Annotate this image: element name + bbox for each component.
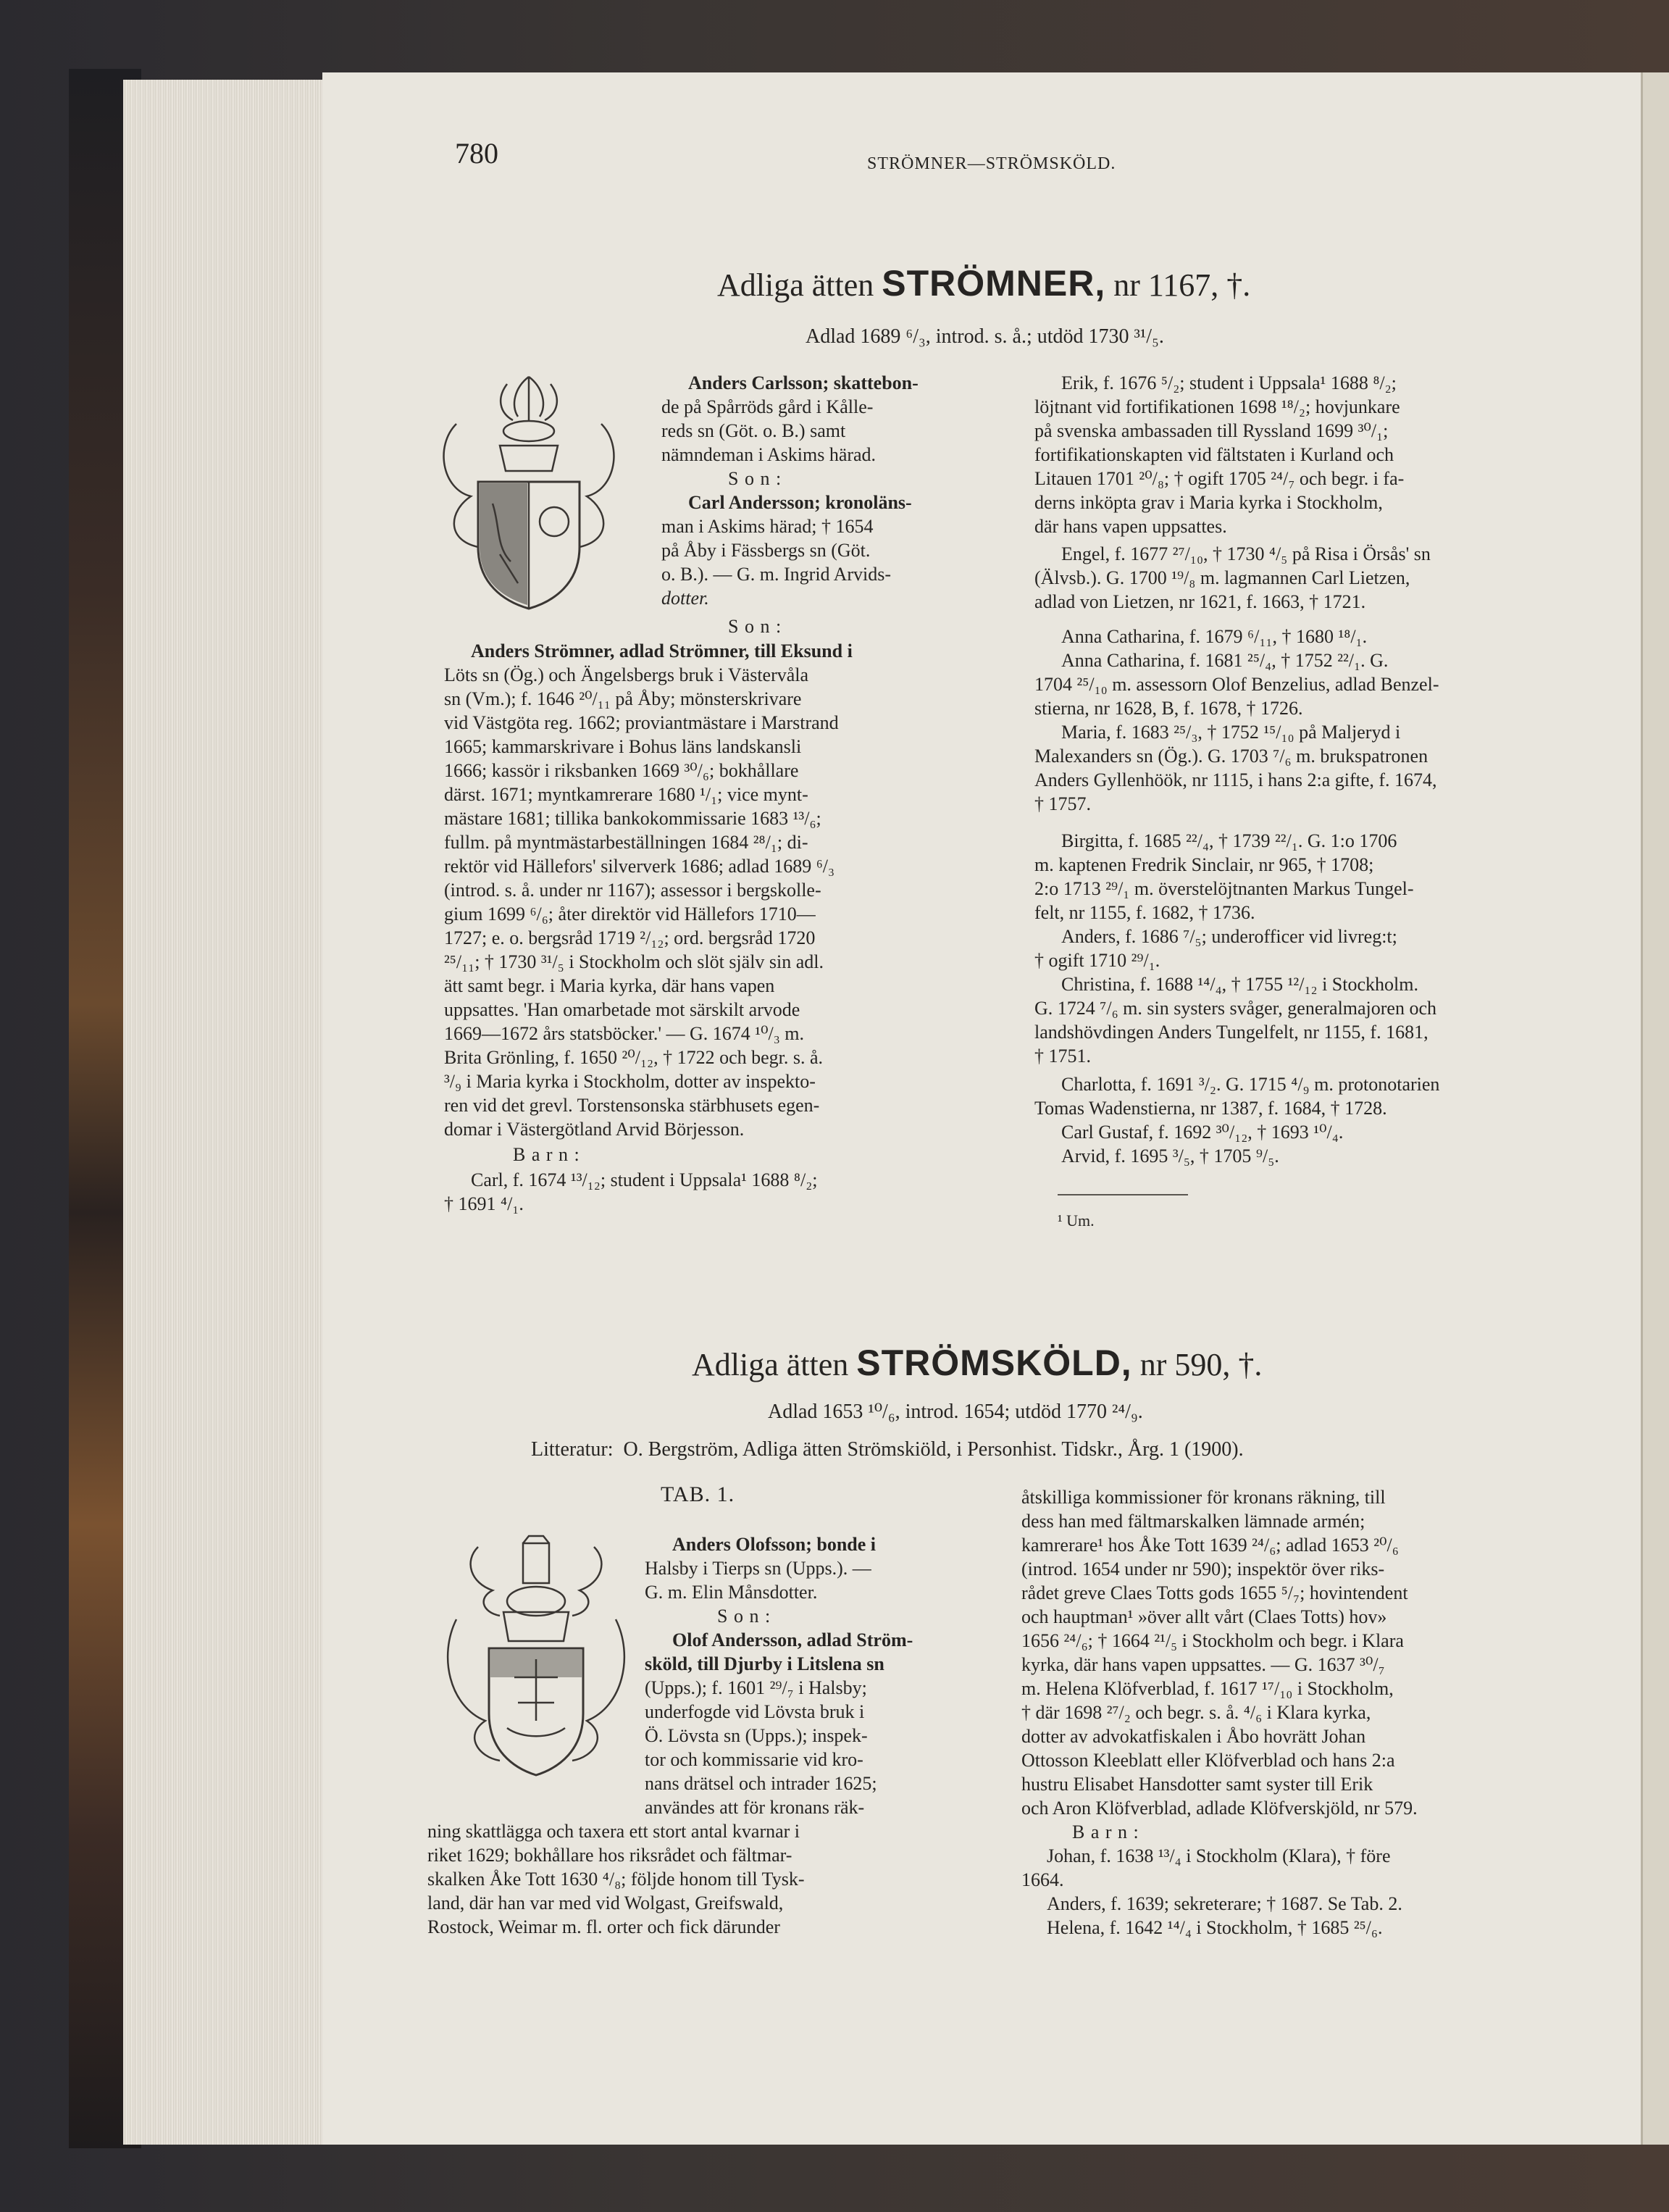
s1-left-line-3: nämndeman i Askims härad. bbox=[661, 444, 877, 465]
s2-left-line-5 bbox=[645, 1652, 884, 1676]
s1-right-line-18: Birgitta, f. 1685 ²²/₄, † 1739 ²²/₁. G. 1:o 1706 bbox=[1061, 830, 1397, 851]
tab-label: TAB. 1. bbox=[661, 1482, 735, 1506]
s2-left-line-13: riket 1629; bokhållare hos riksrådet och fältmar- bbox=[427, 1845, 792, 1866]
s1-left-line-6: man i Askims härad; † 1654 bbox=[661, 516, 874, 537]
s2-right-line-18: Helena, f. 1642 ¹⁴/₄ i Stockholm, † 1685 ²⁵/₆. bbox=[1047, 1917, 1383, 1938]
s1-right-line-13: stierna, nr 1628, B, f. 1678, † 1726. bbox=[1034, 698, 1303, 719]
s1-right-line-8: (Älvsb.). G. 1700 ¹⁹/₈ m. lagmannen Carl Lietzen, bbox=[1034, 567, 1410, 588]
s2-right-line-8: m. Helena Klöfverblad, f. 1617 ¹⁷/₁₀ i Stockholm, bbox=[1021, 1678, 1394, 1699]
s1-left-line-7: på Åby i Fässbergs sn (Göt. bbox=[661, 540, 871, 561]
s1-right-line-2: på svenska ambassaden till Ryssland 1699 ³⁰/₁; bbox=[1034, 420, 1389, 441]
s1-left-text-0: Anders Carlsson; skattebon- bbox=[688, 372, 919, 393]
next-page-edge bbox=[1641, 72, 1669, 2145]
s1-left-line-26: uppsattes. 'Han omarbetade mot särskilt arvode bbox=[444, 999, 800, 1020]
s2-left-line-7: underfogde vid Lövsta bruk i bbox=[645, 1701, 865, 1722]
s1-right-line-3: fortifikationskapten vid fältstaten i Kurland och bbox=[1034, 444, 1394, 465]
section1-heading-prefix: Adliga ätten bbox=[717, 267, 882, 303]
s1-right-line-25: G. 1724 ⁷/₆ m. sin systers svåger, generalmajoren och bbox=[1034, 998, 1437, 1019]
s1-right-line-20: 2:o 1713 ²⁹/₁ m. överstelöjtnanten Markus Tungel- bbox=[1034, 878, 1414, 899]
s1-left-line-23: 1727; e. o. bergsråd 1719 ²/₁₂; ord. bergsråd 1720 bbox=[444, 927, 816, 948]
s2-left-line-14: skalken Åke Tott 1630 ⁴/₈; följde honom till Tysk- bbox=[427, 1869, 805, 1890]
s1-right-line-9: adlad von Lietzen, nr 1621, f. 1663, † 1721. bbox=[1034, 591, 1366, 612]
s2-left-line-2: G. m. Elin Månsdotter. bbox=[645, 1582, 818, 1603]
s1-left-line-29: ³/₉ i Maria kyrka i Stockholm, dotter av inspekto- bbox=[444, 1071, 816, 1092]
section2-heading-prefix: Adliga ätten bbox=[692, 1347, 857, 1382]
s2-left-line-12: ning skattlägga och taxera ett stort antal kvarnar i bbox=[427, 1821, 800, 1842]
s1-right-line-7: Engel, f. 1677 ²⁷/₁₀, † 1730 ⁴/₅ på Risa i Örsås' sn bbox=[1061, 543, 1431, 564]
s1-left-line-21: (introd. s. å. under nr 1167); assessor i bergskolle- bbox=[444, 880, 821, 901]
section2-literature: Litteratur: O. Bergström, Adliga ätten Strömskiöld, i Personhist. Tidskr., Årg. 1 (1900). bbox=[531, 1438, 1244, 1461]
s1-right-line-6: där hans vapen uppsattes. bbox=[1034, 516, 1227, 537]
s2-left-text-5: sköld, till Djurby i Litslena sn bbox=[645, 1653, 884, 1674]
s1-left-line-27: 1669—1672 års statsböcker.' — G. 1674 ¹⁰/₃ m. bbox=[444, 1023, 805, 1044]
footnote: ¹ Um. bbox=[1058, 1211, 1095, 1230]
s1-left-line-2: reds sn (Göt. o. B.) samt bbox=[661, 420, 846, 441]
s1-left-line-16: 1666; kassör i riksbanken 1669 ³⁰/₆; bokhållare bbox=[444, 760, 799, 781]
s2-left-line-15: land, där han var med vid Wolgast, Greifswald, bbox=[427, 1892, 784, 1913]
s2-right-line-16: 1664. bbox=[1021, 1869, 1064, 1890]
s1-left-line-32: B a r n : bbox=[513, 1144, 580, 1165]
s1-right-line-22: Anders, f. 1686 ⁷/₅; underofficer vid livreg:t; bbox=[1061, 926, 1397, 947]
section1-subtitle: Adlad 1689 ⁶/₃, introd. s. å.; utdöd 1730 ³¹/₅. bbox=[806, 325, 1164, 348]
s1-right-line-29: Tomas Wadenstierna, nr 1387, f. 1684, † 1728. bbox=[1034, 1098, 1387, 1119]
s2-right-line-14: B a r n : bbox=[1072, 1821, 1139, 1842]
s2-right-line-6: 1656 ²⁴/₆; † 1664 ²¹/₅ i Stockholm och begr. i Klara bbox=[1021, 1630, 1404, 1651]
s1-left-line-9: dotter. bbox=[661, 588, 709, 609]
s1-left-line-10: S o n : bbox=[728, 616, 782, 637]
s1-left-line-24: ²⁵/₁₁; † 1730 ³¹/₅ i Stockholm och slöt själv sin adl. bbox=[444, 951, 824, 972]
page-number: 780 bbox=[455, 137, 498, 170]
s2-left-line-1: Halsby i Tierps sn (Upps.). — bbox=[645, 1558, 871, 1579]
s2-left-line-8: Ö. Lövsta sn (Upps.); inspek- bbox=[645, 1725, 868, 1746]
s2-left-line-4 bbox=[672, 1628, 913, 1652]
s1-left-text-11: Anders Strömner, adlad Strömner, till Eksund i bbox=[471, 640, 853, 661]
s1-right-line-4: Litauen 1701 ²⁰/₈; † ogift 1705 ²⁴/₇ och begr. i fa- bbox=[1034, 468, 1405, 489]
s2-left-line-16: Rostock, Weimar m. fl. orter och fick därunder bbox=[427, 1916, 780, 1937]
s2-left-text-0: Anders Olofsson; bonde i bbox=[672, 1534, 876, 1555]
s1-right-line-1: löjtnant vid fortifikationen 1698 ¹⁸/₂; hovjunkare bbox=[1034, 396, 1400, 417]
s1-right-line-30: Carl Gustaf, f. 1692 ³⁰/₁₂, † 1693 ¹⁰/₄. bbox=[1061, 1122, 1344, 1143]
running-title: STRÖMNER—STRÖMSKÖLD. bbox=[867, 154, 1116, 173]
s2-right-line-3: (introd. 1654 under nr 590); inspektör över riks- bbox=[1021, 1558, 1385, 1579]
s1-right-line-10: Anna Catharina, f. 1679 ⁶/₁₁, † 1680 ¹⁸/₁. bbox=[1061, 626, 1368, 647]
s1-left-line-18: mästare 1681; tillika bankokommissarie 1683 ¹³/₆; bbox=[444, 808, 821, 829]
s2-right-line-2: kamrerare¹ hos Åke Tott 1639 ²⁴/₆; adlad 1653 ²⁰/₆ bbox=[1021, 1535, 1399, 1556]
s1-right-line-23: † ogift 1710 ²⁹/₁. bbox=[1034, 950, 1160, 971]
s1-left-text-5: Carl Andersson; kronoläns- bbox=[688, 492, 912, 513]
s1-left-line-22: gium 1699 ⁶/₆; åter direktör vid Hällefors 1710— bbox=[444, 903, 816, 925]
s1-left-line-25: ätt samt begr. i Maria kyrka, där hans vapen bbox=[444, 975, 775, 996]
s2-right-line-4: rådet greve Claes Totts gods 1655 ⁵/₇; hovintendent bbox=[1021, 1582, 1408, 1603]
s1-left-line-12: Löts sn (Ög.) och Ängelsbergs bruk i Västervåla bbox=[444, 664, 809, 685]
s2-right-line-7: kyrka, där hans vapen uppsattes. — G. 1637 ³⁰/₇ bbox=[1021, 1654, 1385, 1675]
s2-right-line-12: hustru Elisabet Hansdotter samt syster till Erik bbox=[1021, 1774, 1373, 1795]
s1-right-line-27: † 1751. bbox=[1034, 1046, 1091, 1067]
s1-right-line-21: felt, nr 1155, f. 1682, † 1736. bbox=[1034, 902, 1255, 923]
s1-left-line-28: Brita Grönling, f. 1650 ²⁰/₁₂, † 1722 och begr. s. å. bbox=[444, 1047, 824, 1068]
section1-heading-suffix: nr 1167, †. bbox=[1105, 267, 1251, 303]
s1-right-line-17: † 1757. bbox=[1034, 793, 1091, 814]
s1-right-line-5: derns inköpta grav i Maria kyrka i Stockholm, bbox=[1034, 492, 1383, 513]
s1-right-line-11: Anna Catharina, f. 1681 ²⁵/₄, † 1752 ²²/₁. G. bbox=[1061, 650, 1389, 671]
s1-right-line-16: Anders Gyllenhöök, nr 1115, i hans 2:a gifte, f. 1674, bbox=[1034, 769, 1437, 790]
s2-right-line-15: Johan, f. 1638 ¹³/₄ i Stockholm (Klara), † före bbox=[1047, 1845, 1391, 1866]
coat-of-arms-stromner-icon bbox=[427, 366, 630, 612]
s1-right-line-26: landshövdingen Anders Tungelfelt, nr 1155, f. 1681, bbox=[1034, 1022, 1429, 1043]
s1-right-line-14: Maria, f. 1683 ²⁵/₃, † 1752 ¹⁵/₁₀ på Maljeryd i bbox=[1061, 722, 1401, 743]
s1-right-line-15: Malexanders sn (Ög.). G. 1703 ⁷/₆ m. brukspatronen bbox=[1034, 746, 1429, 767]
s1-right-line-24: Christina, f. 1688 ¹⁴/₄, † 1755 ¹²/₁₂ i Stockholm. bbox=[1061, 974, 1418, 995]
s1-right-line-12: 1704 ²⁵/₁₀ m. assessorn Olof Benzelius, adlad Benzel- bbox=[1034, 674, 1439, 695]
s2-right-line-10: dotter av advokatfiskalen i Åbo hovrätt Johan bbox=[1021, 1726, 1366, 1747]
s1-left-line-5 bbox=[688, 491, 912, 514]
section1-heading bbox=[717, 263, 1251, 304]
s2-left-line-6: (Upps.); f. 1601 ²⁹/₇ i Halsby; bbox=[645, 1677, 867, 1698]
s1-left-line-20: rektör vid Hällefors' silververk 1686; adlad 1689 ⁶/₃ bbox=[444, 856, 835, 877]
s1-left-line-11 bbox=[471, 639, 853, 663]
s2-left-line-9: tor och kommissarie vid kro- bbox=[645, 1749, 863, 1770]
s2-left-line-11: användes att för kronans räk- bbox=[645, 1797, 865, 1818]
s1-left-line-4: S o n : bbox=[728, 468, 782, 489]
s1-left-line-30: ren vid det grevl. Torstensonska stärbhusets egen- bbox=[444, 1095, 820, 1116]
page-edges bbox=[123, 80, 324, 2145]
s2-right-line-9: † där 1698 ²⁷/₂ och begr. s. å. ⁴/₆ i Klara kyrka, bbox=[1021, 1702, 1371, 1723]
s2-right-line-0: åtskilliga kommissioner för kronans räkning, till bbox=[1021, 1487, 1386, 1508]
s1-left-line-15: 1665; kammarskrivare i Bohus läns landskansli bbox=[444, 736, 802, 757]
s1-left-line-17: därst. 1671; myntkamrerare 1680 ¹/₁; vice mynt- bbox=[444, 784, 808, 805]
s2-right-line-1: dess han med fältmarskalken lämnade armén; bbox=[1021, 1511, 1365, 1532]
s2-left-line-0 bbox=[672, 1532, 876, 1556]
s1-left-line-14: vid Västgöta reg. 1662; proviantmästare i Marstrand bbox=[444, 712, 839, 733]
s1-left-line-1: de på Spårröds gård i Kålle- bbox=[661, 396, 874, 417]
s2-right-line-17: Anders, f. 1639; sekreterare; † 1687. Se Tab. 2. bbox=[1047, 1893, 1402, 1914]
s1-left-line-33: Carl, f. 1674 ¹³/₁₂; student i Uppsala¹ 1688 ⁸/₂; bbox=[471, 1169, 818, 1190]
s2-right-line-11: Ottosson Kleeblatt eller Klöfverblad och hans 2:a bbox=[1021, 1750, 1395, 1771]
s1-right-line-31: Arvid, f. 1695 ³/₅, † 1705 ⁹/₅. bbox=[1061, 1145, 1279, 1166]
s1-left-line-31: domar i Västergötland Arvid Börjesson. bbox=[444, 1119, 745, 1140]
s1-right-line-0: Erik, f. 1676 ⁵/₂; student i Uppsala¹ 1688 ⁸/₂; bbox=[1061, 372, 1397, 393]
section2-heading-suffix: nr 590, †. bbox=[1132, 1347, 1263, 1382]
section1-heading-name: STRÖMNER, bbox=[882, 263, 1106, 304]
s2-left-line-10: nans drätsel och intrader 1625; bbox=[645, 1773, 877, 1794]
s1-right-line-28: Charlotta, f. 1691 ³/₂. G. 1715 ⁴/₉ m. protonotarien bbox=[1061, 1074, 1440, 1095]
s1-left-line-8: o. B.). — G. m. Ingrid Arvids- bbox=[661, 564, 892, 585]
s1-right-line-19: m. kaptenen Fredrik Sinclair, nr 965, † 1708; bbox=[1034, 854, 1374, 875]
coat-of-arms-stromskold-icon bbox=[435, 1532, 637, 1779]
s2-left-line-3: S o n : bbox=[717, 1606, 771, 1627]
s2-left-text-4: Olof Andersson, adlad Ström- bbox=[672, 1629, 913, 1650]
section2-heading bbox=[692, 1343, 1263, 1383]
footnote-rule bbox=[1058, 1194, 1188, 1195]
section2-heading-name: STRÖMSKÖLD, bbox=[856, 1343, 1132, 1383]
s1-left-line-0 bbox=[688, 371, 919, 395]
s1-left-line-13: sn (Vm.); f. 1646 ²⁰/₁₁ på Åby; mönsterskrivare bbox=[444, 688, 802, 709]
s1-left-line-34: † 1691 ⁴/₁. bbox=[444, 1193, 524, 1214]
section2-subtitle: Adlad 1653 ¹⁰/₆, introd. 1654; utdöd 1770 ²⁴/₉. bbox=[768, 1401, 1143, 1423]
s2-right-line-5: och hauptman¹ »över allt vårt (Claes Totts) hov» bbox=[1021, 1606, 1387, 1627]
s2-right-line-13: och Aron Klöfverblad, adlade Klöfverskjöld, nr 579. bbox=[1021, 1798, 1418, 1819]
s1-left-line-19: fullm. på myntmästarbeställningen 1684 ²⁸/₁; di- bbox=[444, 832, 808, 853]
